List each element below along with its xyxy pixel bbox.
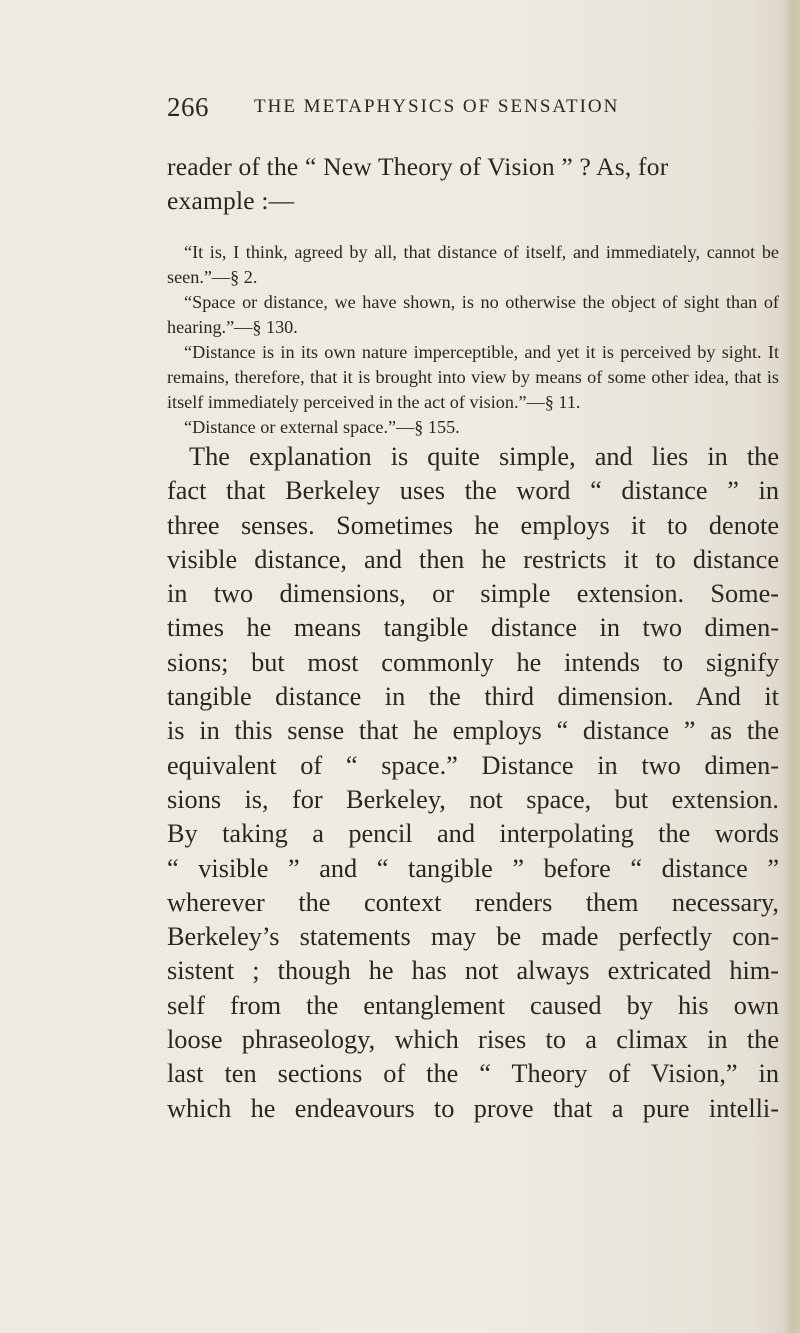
quotation: “It is, I think, agreed by all, that distance of itself, and immediately, cannot be seen.”—§ 2. xyxy=(167,242,779,287)
page-edge-shadow xyxy=(782,0,800,1333)
body-line: tangible distance in the third dimension. And it xyxy=(167,682,779,712)
lead-line: example :— xyxy=(167,186,295,215)
body-line: equivalent of “ space.” Distance in two dimen- xyxy=(167,750,779,780)
body-line: which he endeavours to prove that a pure intelli- xyxy=(167,1093,779,1123)
lead-paragraph xyxy=(167,150,779,218)
page-header xyxy=(167,92,767,126)
body-line: last ten sections of the “ Theory of Vision,” in xyxy=(167,1059,779,1089)
body-line: By taking a pencil and interpolating the words xyxy=(167,819,779,849)
body-line: sions; but most commonly he intends to signify xyxy=(167,647,779,677)
body-line: times he means tangible distance in two dimen- xyxy=(167,613,779,643)
body-line: self from the entanglement caused by his own xyxy=(167,990,779,1020)
quotation-block xyxy=(167,240,779,440)
body-paragraph xyxy=(167,440,779,1126)
body-line: wherever the context renders them necessary, xyxy=(167,887,779,917)
running-head: THE METAPHYSICS OF SENSATION xyxy=(254,96,620,117)
body-line: sions is, for Berkeley, not space, but extension. xyxy=(167,784,779,814)
page-number: 266 xyxy=(167,92,209,122)
body-line: in two dimensions, or simple extension. Some- xyxy=(167,579,779,609)
quotation: “Distance is in its own nature imperceptible, and yet it is perceived by sight. It remains, therefore, that it is brought into view by means of some other idea, that is itself immediately perceived in the act of vision.”—§ 11. xyxy=(167,342,779,412)
body-line: visible distance, and then he restricts it to distance xyxy=(167,544,779,574)
quotation: “Distance or external space.”—§ 155. xyxy=(184,417,460,437)
body-line: three senses. Sometimes he employs it to denote xyxy=(167,510,779,540)
body-line: Berkeley’s statements may be made perfectly con- xyxy=(167,922,779,952)
body-line: loose phraseology, which rises to a climax in the xyxy=(167,1025,779,1055)
body-line: sistent ; though he has not always extricated him- xyxy=(167,956,779,986)
body-line: fact that Berkeley uses the word “ distance ” in xyxy=(167,476,779,506)
body-line: is in this sense that he employs “ distance ” as the xyxy=(167,716,779,746)
body-line: The explanation is quite simple, and lies in the xyxy=(189,442,779,471)
quotation: “Space or distance, we have shown, is no otherwise the object of sight than of hearing.”—§ 130. xyxy=(167,292,779,337)
lead-line: reader of the “ New Theory of Vision ” ? As, for xyxy=(167,152,669,181)
body-line: “ visible ” and “ tangible ” before “ distance ” xyxy=(167,853,779,883)
